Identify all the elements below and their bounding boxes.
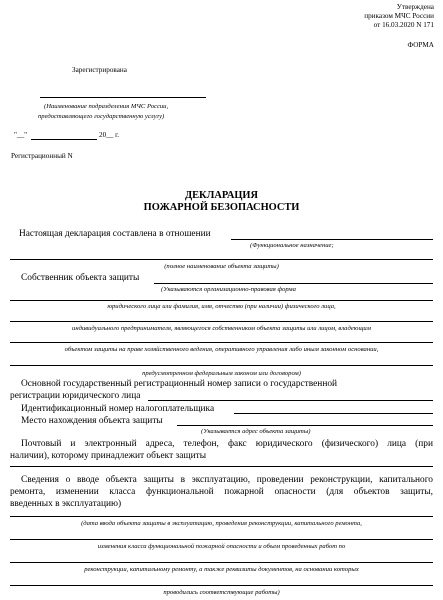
approved-line-2: приказом МЧС России [364, 12, 434, 20]
ogrn-line-2: регистрации юридического лица [10, 391, 141, 401]
contacts-line-2: наличии), которому принадлежит объект защиты [10, 451, 207, 461]
ogrn-field[interactable] [148, 400, 433, 401]
subdivision-hint-1: (Наименование подразделения МЧС России, [44, 103, 169, 110]
inn-field[interactable] [234, 413, 433, 414]
location-label: Место нахождения объекта защиты [21, 416, 163, 426]
owner-field-4[interactable] [10, 342, 433, 343]
owner-field[interactable] [154, 283, 433, 284]
owner-hint-5: предусмотренном федеральным законом или договором) [142, 370, 301, 377]
commission-field-3[interactable] [10, 562, 433, 563]
date-day[interactable]: "__" [14, 131, 28, 139]
owner-field-2[interactable] [10, 300, 433, 301]
commission-hint-1: (дата ввода объекта защиты в эксплуатацию, проведения реконструкции, капитального ремонта, [81, 520, 362, 527]
owner-hint-4: объектом защиты на праве хозяйственного ведения, оперативного управления либо иным законном основании, [64, 346, 379, 353]
commission-field-2[interactable] [10, 539, 433, 540]
contacts-field[interactable] [10, 466, 433, 467]
title-line-1: ДЕКЛАРАЦИЯ [184, 190, 259, 201]
org-form-hint: (Указываются организационно-правовая форма [161, 286, 296, 293]
owner-hint-2: юридического лица или фамилия, имя, отчество (при наличии) физического лица, [107, 303, 336, 310]
ogrn-line-1: Основной государственный регистрационный номер записи о государственной [21, 379, 338, 389]
owner-hint-3: индивидуального предпринимателя, являющегося собственником объекта защиты или лицом, владеющим [72, 325, 371, 332]
contacts-line-1: Почтовый и электронный адреса, телефон, факс юридического (физического) лица (при [21, 439, 433, 449]
composed-for-field[interactable] [231, 239, 433, 240]
commission-line-1: Сведения о вводе объекта защиты в эксплуатацию, проведении реконструкции, капитального [21, 475, 433, 485]
commission-hint-4: проводились соответствующие работы) [163, 589, 280, 596]
commission-hint-3: реконструкции, капитальному ремонту, а также реквизиты документов, на основании которых [84, 566, 359, 573]
approved-line-3: от 16.03.2020 N 171 [373, 21, 434, 29]
commission-line-3: введенных в эксплуатацию) [10, 499, 122, 509]
commission-field-4[interactable] [10, 585, 433, 586]
functional-purpose-hint: (Функциональное назначение; [250, 242, 334, 249]
commission-field-1[interactable] [10, 516, 433, 517]
approved-line-1: Утверждена [396, 3, 434, 11]
owner-field-5[interactable] [10, 365, 433, 366]
object-name-field[interactable] [10, 259, 433, 260]
date-year[interactable]: 20__ г. [99, 131, 120, 139]
subdivision-field[interactable] [40, 97, 206, 98]
form-label: ФОРМА [407, 41, 434, 49]
full-name-hint: (полное наименование объекта защиты) [164, 263, 279, 270]
owner-label: Собственник объекта защиты [21, 273, 140, 283]
commission-hint-2: изменения класса функциональной пожарной опасности и объем проведенных работ по [97, 543, 346, 550]
inn-label: Идентификационный номер налогоплательщика [21, 404, 215, 414]
location-field[interactable] [177, 425, 433, 426]
commission-line-2: ремонта, изменении класса функциональной пожарной опасности (для объектов защиты, [10, 487, 433, 497]
date-month-field[interactable] [31, 139, 97, 140]
reg-number-label: Регистрационный N [11, 152, 73, 160]
address-hint: (Указывается адрес объекта защиты) [201, 428, 311, 435]
subdivision-hint-2: предоставляющего государственную услугу) [38, 113, 165, 120]
title-line-2: ПОЖАРНОЙ БЕЗОПАСНОСТИ [143, 202, 300, 213]
owner-field-3[interactable] [10, 321, 433, 322]
composed-for-label: Настоящая декларация составлена в отношении [19, 229, 211, 239]
registered-label: Зарегистрирована [72, 66, 127, 74]
